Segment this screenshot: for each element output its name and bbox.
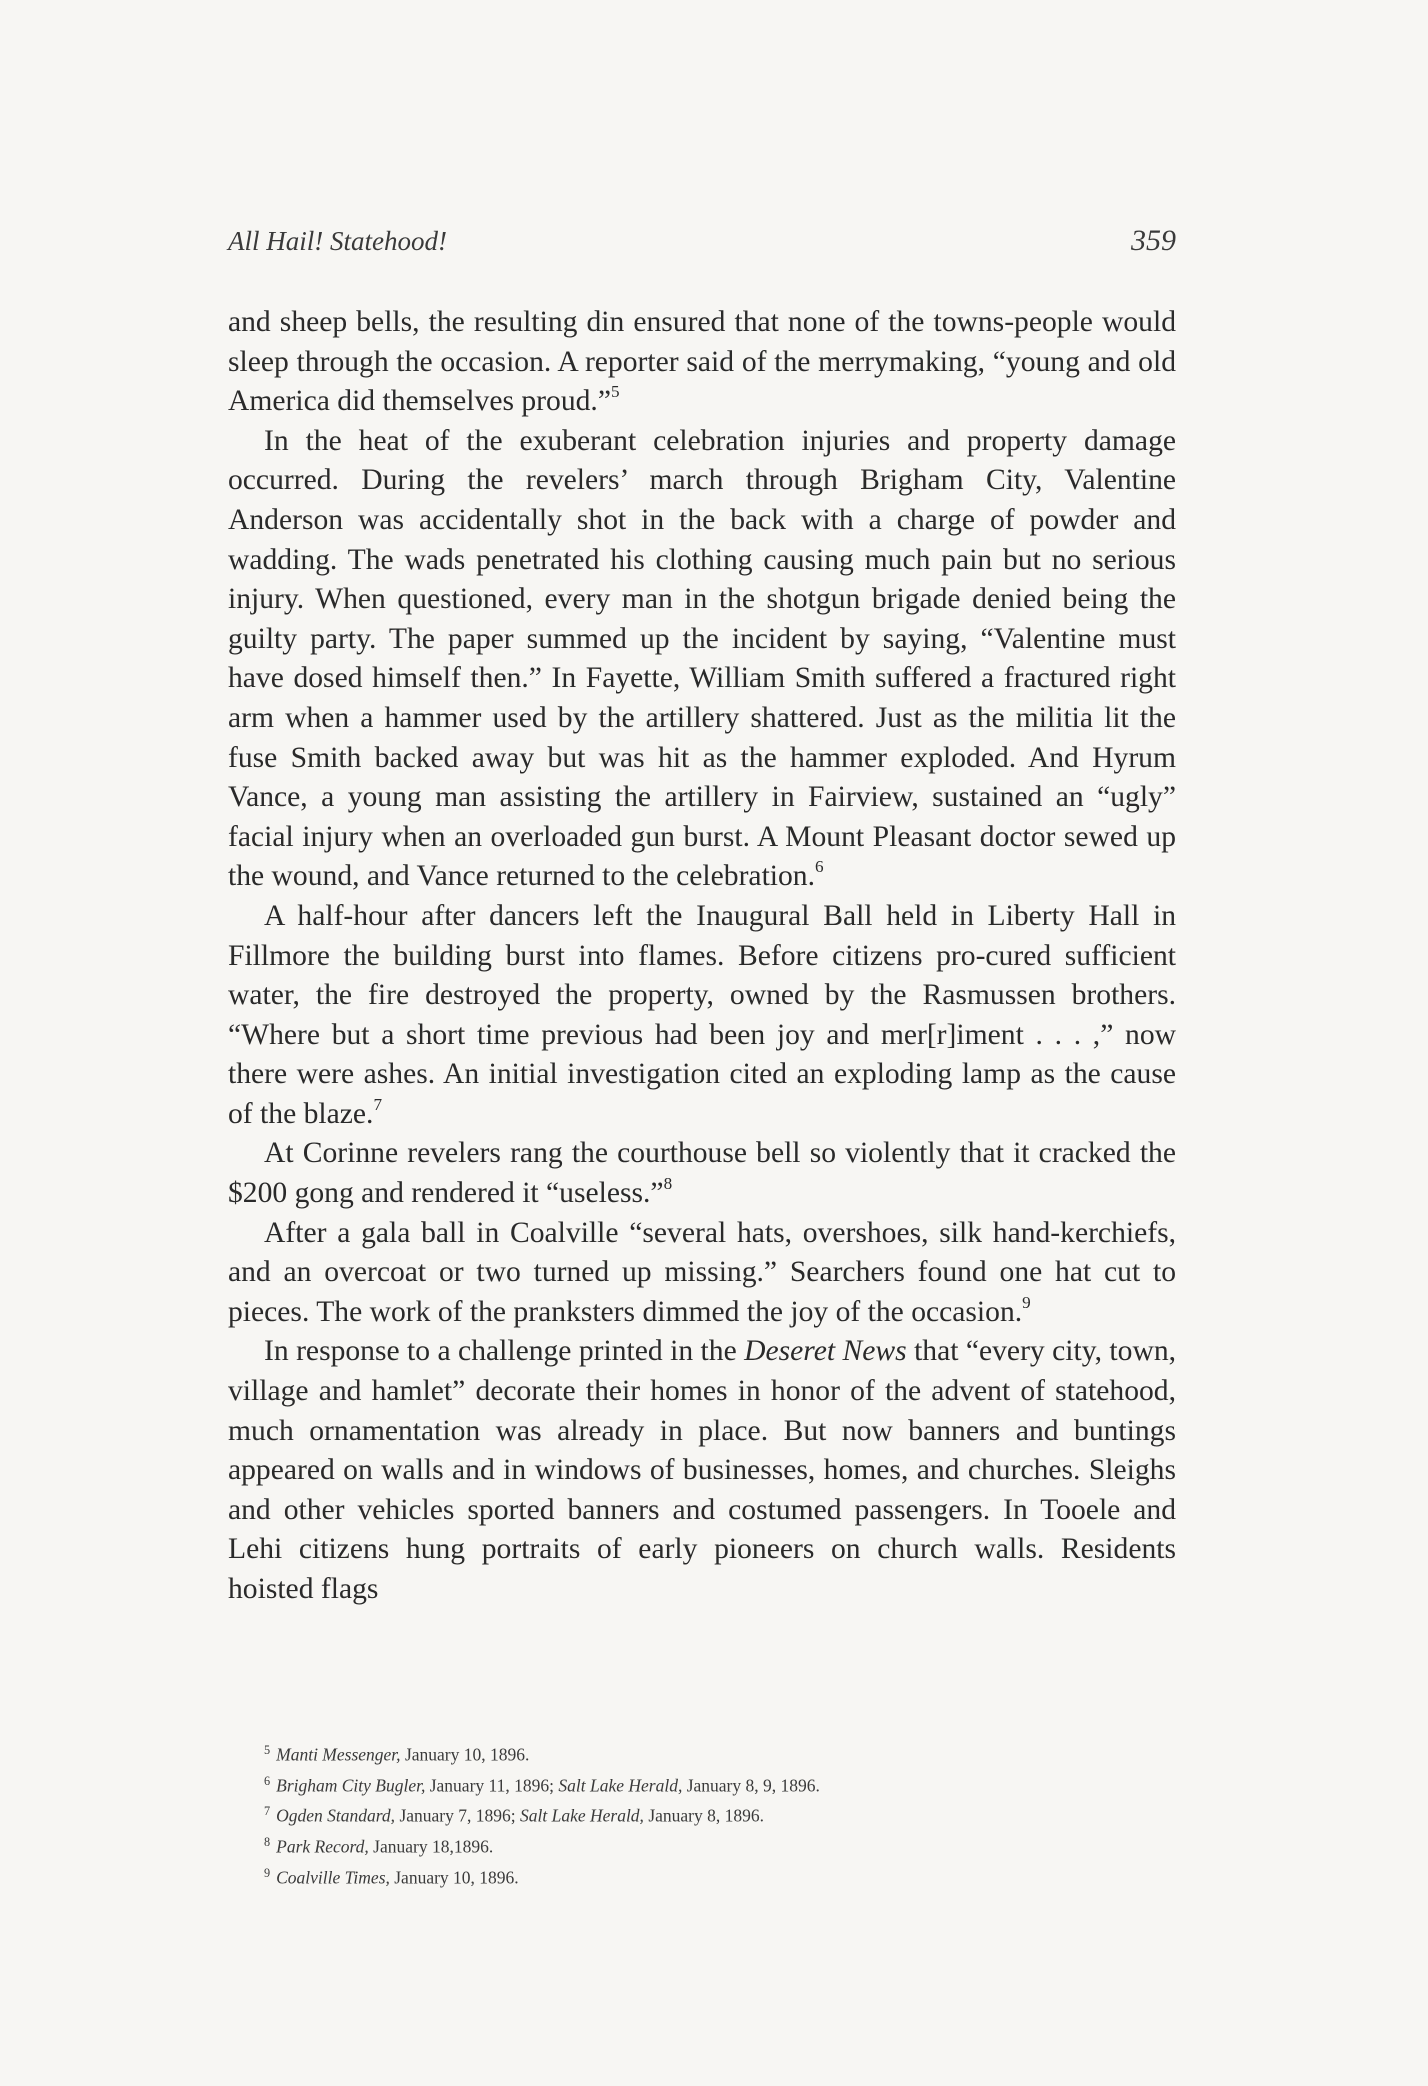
body-text xyxy=(228,303,1176,1610)
italic-title: Park Record, xyxy=(276,1836,369,1857)
text-run: that “every city, town, village and hamlet” decorate their homes in honor of the advent of statehood, much ornamentation was already in place. But now banners and buntings appeared on walls and in windows of businesses, homes, and churches. Sleighs and other vehicles sported banners and costumed passengers. In Tooele and Lehi citizens hung portraits of early pioneers on church walls. Residents hoisted flags xyxy=(228,1335,1177,1605)
text-run: In response to a challenge printed in the xyxy=(264,1335,745,1368)
italic-title: Coalville Times, xyxy=(276,1867,390,1888)
footnote xyxy=(264,1829,1176,1860)
paragraph xyxy=(228,303,1176,422)
footnote-reference: 5 xyxy=(610,382,620,402)
footnotes xyxy=(264,1737,1176,1891)
paragraph xyxy=(228,1134,1176,1213)
footnote-reference: 8 xyxy=(663,1174,673,1194)
text-run: January 18,1896. xyxy=(368,1836,494,1857)
italic-title: Salt Lake Herald, xyxy=(519,1806,644,1827)
italic-title: Brigham City Bugler, xyxy=(276,1775,426,1796)
text-run: and sheep bells, the resulting din ensured that none of the towns-people would sleep through the occasion. A reporter said of the merrymaking, “young and old America did themselves proud.” xyxy=(228,306,1176,418)
footnote-number: 5 xyxy=(264,1743,271,1757)
footnote xyxy=(264,1798,1176,1829)
running-title: All Hail! Statehood! xyxy=(228,226,447,256)
paragraph xyxy=(228,897,1176,1135)
paragraph xyxy=(228,1332,1176,1609)
footnote-number: 9 xyxy=(264,1865,271,1880)
italic-title: Manti Messenger, xyxy=(276,1744,401,1765)
text-run: In the heat of the exuberant celebration injuries and property damage occurred. During the revelers’ march through Brigham City, Valentine Anderson was accidentally shot in the back with a charge of powder and wadding. The wads penetrated his clothing causing much pain but no serious injury. When questioned, every man in the shotgun brigade denied being the guilty party. The paper summed up the incident by saying, “Valentine must have dosed himself then.” In Fayette, William Smith suffered a fractured right arm when a hammer used by the artillery shattered. Just as the militia lit the fuse Smith backed away but was hit as the hammer exploded. And Hyrum Vance, a young man assisting the artillery in Fairview, sustained an “ugly” facial injury when an overloaded gun burst. A Mount Pleasant doctor sewed up the wound, and Vance returned to the celebration. xyxy=(228,424,1176,893)
running-header xyxy=(228,224,1176,258)
page-number: 359 xyxy=(1131,224,1176,257)
text-run: After a gala ball in Coalville “several hats, overshoes, silk hand-kerchiefs, and an overcoat or two turned up missing.” Searchers found one hat cut to pieces. The work of the pranksters dimmed the joy of the occasion. xyxy=(228,1216,1176,1328)
footnote-number: 6 xyxy=(264,1773,271,1788)
text-run: January 10, 1896. xyxy=(389,1867,519,1888)
text-run: January 8, 9, 1896. xyxy=(682,1775,820,1796)
footnote-number: 8 xyxy=(264,1835,271,1850)
text-run: At Corinne revelers rang the courthouse bell so violently that it cracked the $200 gong and rendered it “useless.” xyxy=(228,1137,1176,1210)
footnote xyxy=(264,1737,1176,1768)
footnote xyxy=(264,1768,1176,1799)
footnote-reference: 7 xyxy=(373,1095,383,1114)
paragraph xyxy=(228,1214,1176,1333)
text-run: January 7, 1896; xyxy=(395,1806,520,1827)
italic-title: Salt Lake Herald, xyxy=(558,1775,683,1796)
footnote-number: 7 xyxy=(264,1804,271,1819)
text-run: January 10, 1896. xyxy=(400,1744,530,1765)
footnote xyxy=(264,1860,1176,1891)
text-run: A half-hour after dancers left the Inaugural Ball held in Liberty Hall in Fillmore the building burst into flames. Before citizens pro-cured sufficient water, the fire destroyed the property, owned by the Rasmussen brothers. “Where but a short time previous had been joy and mer[r]iment . . . ,” now there were ashes. An initial investigation cited an exploding lamp as the cause of the blaze. xyxy=(228,899,1176,1130)
text-run: January 8, 1896. xyxy=(643,1806,764,1827)
paragraph xyxy=(228,422,1176,897)
footnote-reference: 6 xyxy=(815,857,824,877)
italic-title: Deseret News xyxy=(744,1335,907,1368)
footnote-reference: 9 xyxy=(1022,1292,1031,1312)
text-run: January 11, 1896; xyxy=(425,1775,559,1796)
italic-title: Ogden Standard, xyxy=(276,1806,396,1827)
